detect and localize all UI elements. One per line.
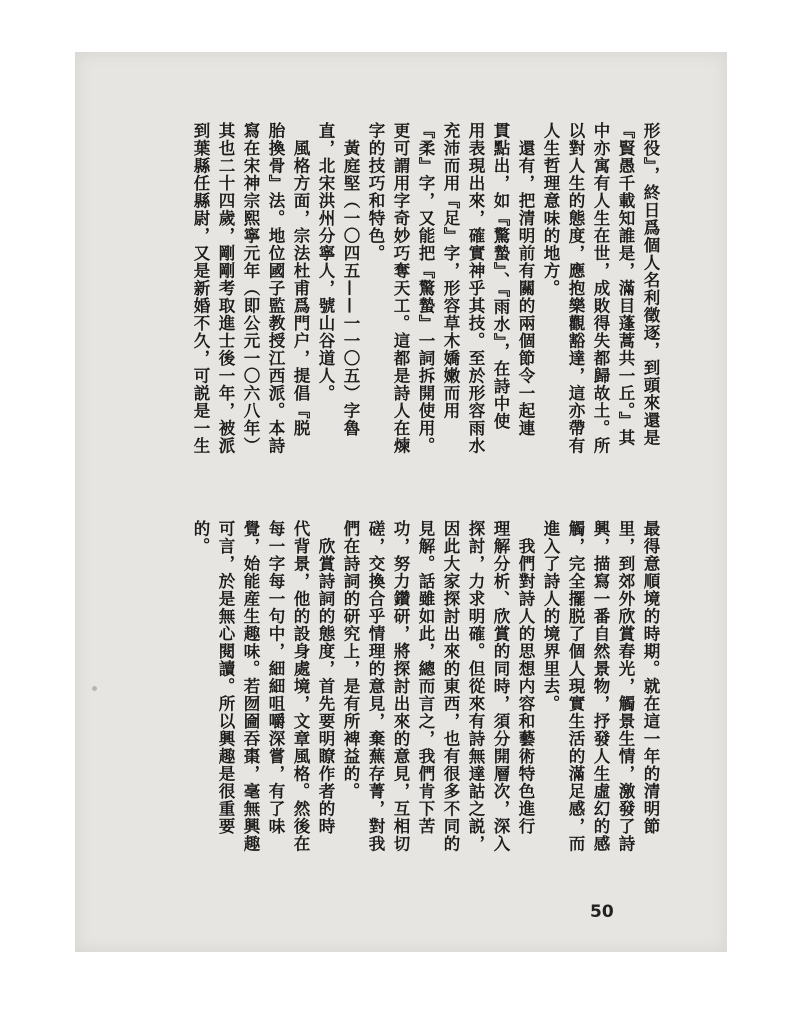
text-column: 風格方面，宗法杜甫爲門户，提倡『脱	[291, 122, 310, 437]
text-column: 黃庭堅（一〇四五——一一〇五）字魯	[341, 122, 360, 437]
text-column: 字的技巧和特色。	[366, 122, 385, 262]
text-column: 充沛而用『足』字，形容草木嬌嫩而用	[441, 122, 460, 420]
text-column: 更可謂用字奇妙巧奪天工。這都是詩人在煉	[391, 122, 410, 455]
text-column: 我們對詩人的思想内容和藝術特色進行	[516, 520, 535, 835]
text-column: 其也二十四歲，剛剛考取進士後一年，被派	[216, 122, 235, 455]
text-column: 『柔』字，又能把『驚蟄』一詞拆開使用。	[416, 122, 435, 455]
text-column: 進入了詩人的境界里去。	[541, 520, 560, 713]
text-column: 里，到郊外欣賞春光，觸景生情，激發了詩	[616, 520, 635, 853]
text-column: 形役』，終日爲個人名利徵逐，到頭來還是	[641, 122, 660, 447]
text-column: 中亦寓有人生在世，成敗得失都歸故土。所	[591, 122, 610, 455]
text-column: 見解。話雖如此，總而言之，我們肯下苦	[416, 520, 435, 835]
text-column: 的。	[191, 520, 210, 555]
text-column: 貫點出，如『驚蟄』、『雨水』，在詩中使	[491, 122, 510, 430]
text-column: 寫在宋神宗熙寧元年（即公元一〇六八年）	[241, 122, 260, 455]
text-column: 理解分析、欣賞的同時，須分開層次，深入	[491, 520, 510, 853]
punch-mark	[92, 686, 97, 691]
text-column: 還有，把清明前有關的兩個節令一起連	[516, 122, 535, 437]
text-column: 胎換骨』法。地位國子監教授江西派。本詩	[266, 122, 285, 455]
text-column: 觸，完全擺脱了個人現實生活的滿足感，而	[566, 520, 585, 853]
text-column: 每一字每一句中，細細咀嚼深嘗，有了味	[266, 520, 285, 835]
text-column: 到葉縣任縣尉，又是新婚不久，可説是一生	[191, 122, 210, 455]
text-column: 最得意順境的時期。就在這一年的清明節	[641, 520, 660, 835]
text-column: 以對人生的態度，應抱樂觀豁達，這亦帶有	[566, 122, 585, 455]
text-column: 可言，於是無心閱讀。所以興趣是很重要	[216, 520, 235, 835]
text-column: 功，努力鑽研，將探討出來的意見，互相切	[391, 520, 410, 853]
text-column: 覺，始能産生趣味。若囫圇吞棗，毫無興趣	[241, 520, 260, 853]
page-number: 50	[590, 902, 614, 922]
text-column: 用表現出來，確實神乎其技。至於形容雨水	[466, 122, 485, 455]
text-column: 們在詩詞的研究上，是有所裨益的。	[341, 520, 360, 800]
text-column: 探討，力求明確。但從來有詩無達詁之説，	[466, 520, 485, 853]
text-column: 代背景，他的設身處境，文章風格。然後在	[291, 520, 310, 853]
text-column: 欣賞詩詞的態度，首先要明瞭作者的時	[316, 520, 335, 835]
text-column: 因此大家探討出來的東西，也有很多不同的	[441, 520, 460, 853]
text-column: 『賢愚千載知誰是，滿目蓬蒿共一丘。』其	[616, 122, 635, 447]
text-column: 直，北宋洪州分寧人，號山谷道人。	[316, 122, 335, 402]
text-column: 磋，交換合乎情理的意見，棄蕪存菁，對我	[366, 520, 385, 853]
text-column: 興，描寫一番自然景物，抒發人生虛幻的感	[591, 520, 610, 853]
text-column: 人生哲理意味的地方。	[541, 122, 560, 297]
